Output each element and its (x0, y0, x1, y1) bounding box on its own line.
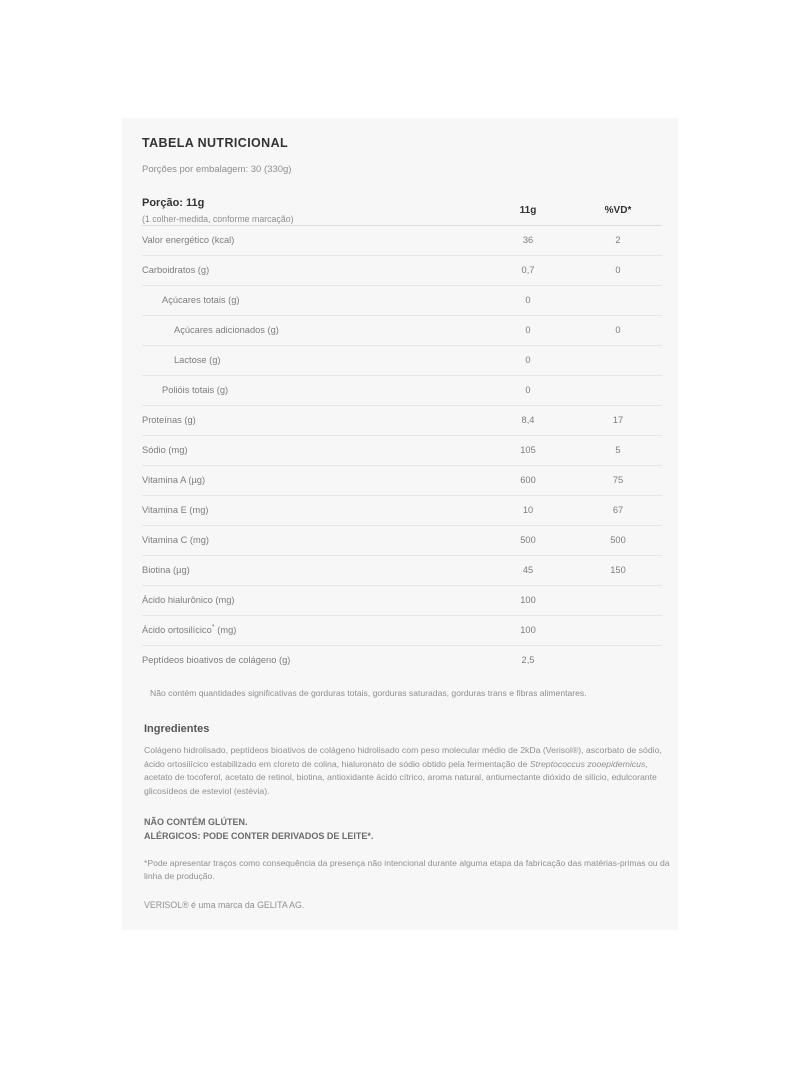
ingredients-text-part2: , acetato de tocoferol, acetato de retinol, biotina, antioxidante ácido cítrico, aroma natural, antiumectante dióxido de silício, edulcorante glicosídeos de esteviol (estévia). (144, 758, 657, 796)
nutrition-table (142, 197, 662, 675)
nutrient-daily-value: 500 (574, 525, 662, 555)
ingredients-species-name: Streptococcus zooepidemicus (529, 758, 646, 769)
table-row (142, 555, 662, 585)
table-row (142, 315, 662, 345)
nutrient-label: Lactose (g) (142, 345, 482, 375)
nutrient-label: Vitamina A (µg) (142, 465, 482, 495)
nutrient-amount: 600 (482, 465, 574, 495)
nutrient-amount: 8,4 (482, 405, 574, 435)
nutrient-amount: 0 (482, 375, 574, 405)
nutrient-amount: 100 (482, 585, 574, 615)
nutrient-amount: 0 (482, 345, 574, 375)
nutrient-daily-value: 17 (574, 405, 662, 435)
nutrient-daily-value: 0 (574, 315, 662, 345)
table-row (142, 525, 662, 555)
table-row (142, 285, 662, 315)
nutrient-label: Açúcares adicionados (g) (142, 315, 482, 345)
page-title: TABELA NUTRICIONAL (142, 136, 289, 150)
table-row (142, 615, 662, 645)
nutrient-label: Vitamina C (mg) (142, 525, 482, 555)
nutrient-label: Ácido ortosilícico* (mg) (142, 615, 482, 645)
nutrient-daily-value: 67 (574, 495, 662, 525)
nutrient-daily-value: 5 (574, 435, 662, 465)
nutrient-amount: 100 (482, 615, 574, 645)
nutrient-label: Sódio (mg) (142, 435, 482, 465)
nutrient-amount: 500 (482, 525, 574, 555)
portion-label: Porção: 11g (142, 197, 205, 209)
ingredients-text (144, 744, 664, 798)
nutrient-amount: 36 (482, 225, 574, 255)
table-row (142, 405, 662, 435)
nutrient-amount: 0 (482, 285, 574, 315)
nutrient-amount: 0,7 (482, 255, 574, 285)
ingredients-text-part1: Colágeno hidrolisado, peptídeos bioativos de colágeno hidrolisado com peso molecular médio de 2kDa (Verisol®), ascorbato de sódio, ácido ortosilícico estabilizado em cloreto de colina, hialuronato de sódio obtido pela fermentação de (144, 745, 662, 769)
nutrient-label: Polióis totais (g) (142, 375, 482, 405)
nutrient-amount: 105 (482, 435, 574, 465)
allergen-warning: ALÉRGICOS: PODE CONTER DERIVADOS DE LEITE*. (144, 830, 374, 841)
nutrition-table-body (142, 225, 662, 675)
daily-value-column-header: %VD* (574, 197, 662, 225)
table-row (142, 585, 662, 615)
nutrient-daily-value (574, 285, 662, 315)
trademark-notice: VERISOL® é uma marca da GELITA AG. (144, 899, 305, 910)
nutrient-label: Proteínas (g) (142, 405, 482, 435)
portion-sublabel: (1 colher-medida, conforme marcação) (142, 213, 294, 224)
nutrient-daily-value: 75 (574, 465, 662, 495)
footnote-marker: * (211, 622, 215, 632)
table-row (142, 375, 662, 405)
nutrient-label: Açúcares totais (g) (142, 285, 482, 315)
nutrient-daily-value (574, 345, 662, 375)
nutrient-daily-value (574, 615, 662, 645)
table-row (142, 495, 662, 525)
ingredients-heading: Ingredientes (144, 723, 210, 736)
table-row (142, 645, 662, 675)
allergen-disclaimer: *Pode apresentar traços como consequência da presença não intencional durante alguma etapa da fabricação das matérias-primas ou da linha de produção. (144, 858, 670, 882)
table-row (142, 255, 662, 285)
nutrient-daily-value: 2 (574, 225, 662, 255)
nutrient-label: Vitamina E (mg) (142, 495, 482, 525)
nutrient-daily-value: 150 (574, 555, 662, 585)
nutrient-daily-value (574, 645, 662, 675)
gluten-warning: NÃO CONTÉM GLÚTEN. (144, 817, 248, 828)
servings-per-package: Porções por embalagem: 30 (330g) (142, 164, 292, 175)
nutrient-daily-value: 0 (574, 255, 662, 285)
nutrient-label: Peptídeos bioativos de colágeno (g) (142, 655, 291, 666)
portion-header (142, 197, 482, 225)
nutrient-amount: 10 (482, 495, 574, 525)
nutrient-daily-value (574, 375, 662, 405)
nutrient-label: Valor energético (kcal) (142, 225, 482, 255)
nutrient-amount: 0 (482, 315, 574, 345)
table-row (142, 465, 662, 495)
nutrient-label: Ácido hialurônico (mg) (142, 585, 482, 615)
nutrient-amount: 45 (482, 555, 574, 585)
nutrient-label: Carboidratos (g) (142, 255, 482, 285)
warnings-block (144, 816, 658, 843)
table-row (142, 225, 662, 255)
table-footnote: Não contém quantidades significativas de gorduras totais, gorduras saturadas, gorduras trans e fibras alimentares. (150, 687, 587, 698)
nutrition-panel (122, 118, 678, 930)
nutrient-daily-value (574, 585, 662, 615)
table-row (142, 435, 662, 465)
table-row (142, 345, 662, 375)
table-header-row (142, 197, 662, 225)
amount-column-header: 11g (482, 197, 574, 225)
nutrient-amount: 2,5 (521, 655, 535, 666)
nutrient-label: Biotina (µg) (142, 555, 482, 585)
